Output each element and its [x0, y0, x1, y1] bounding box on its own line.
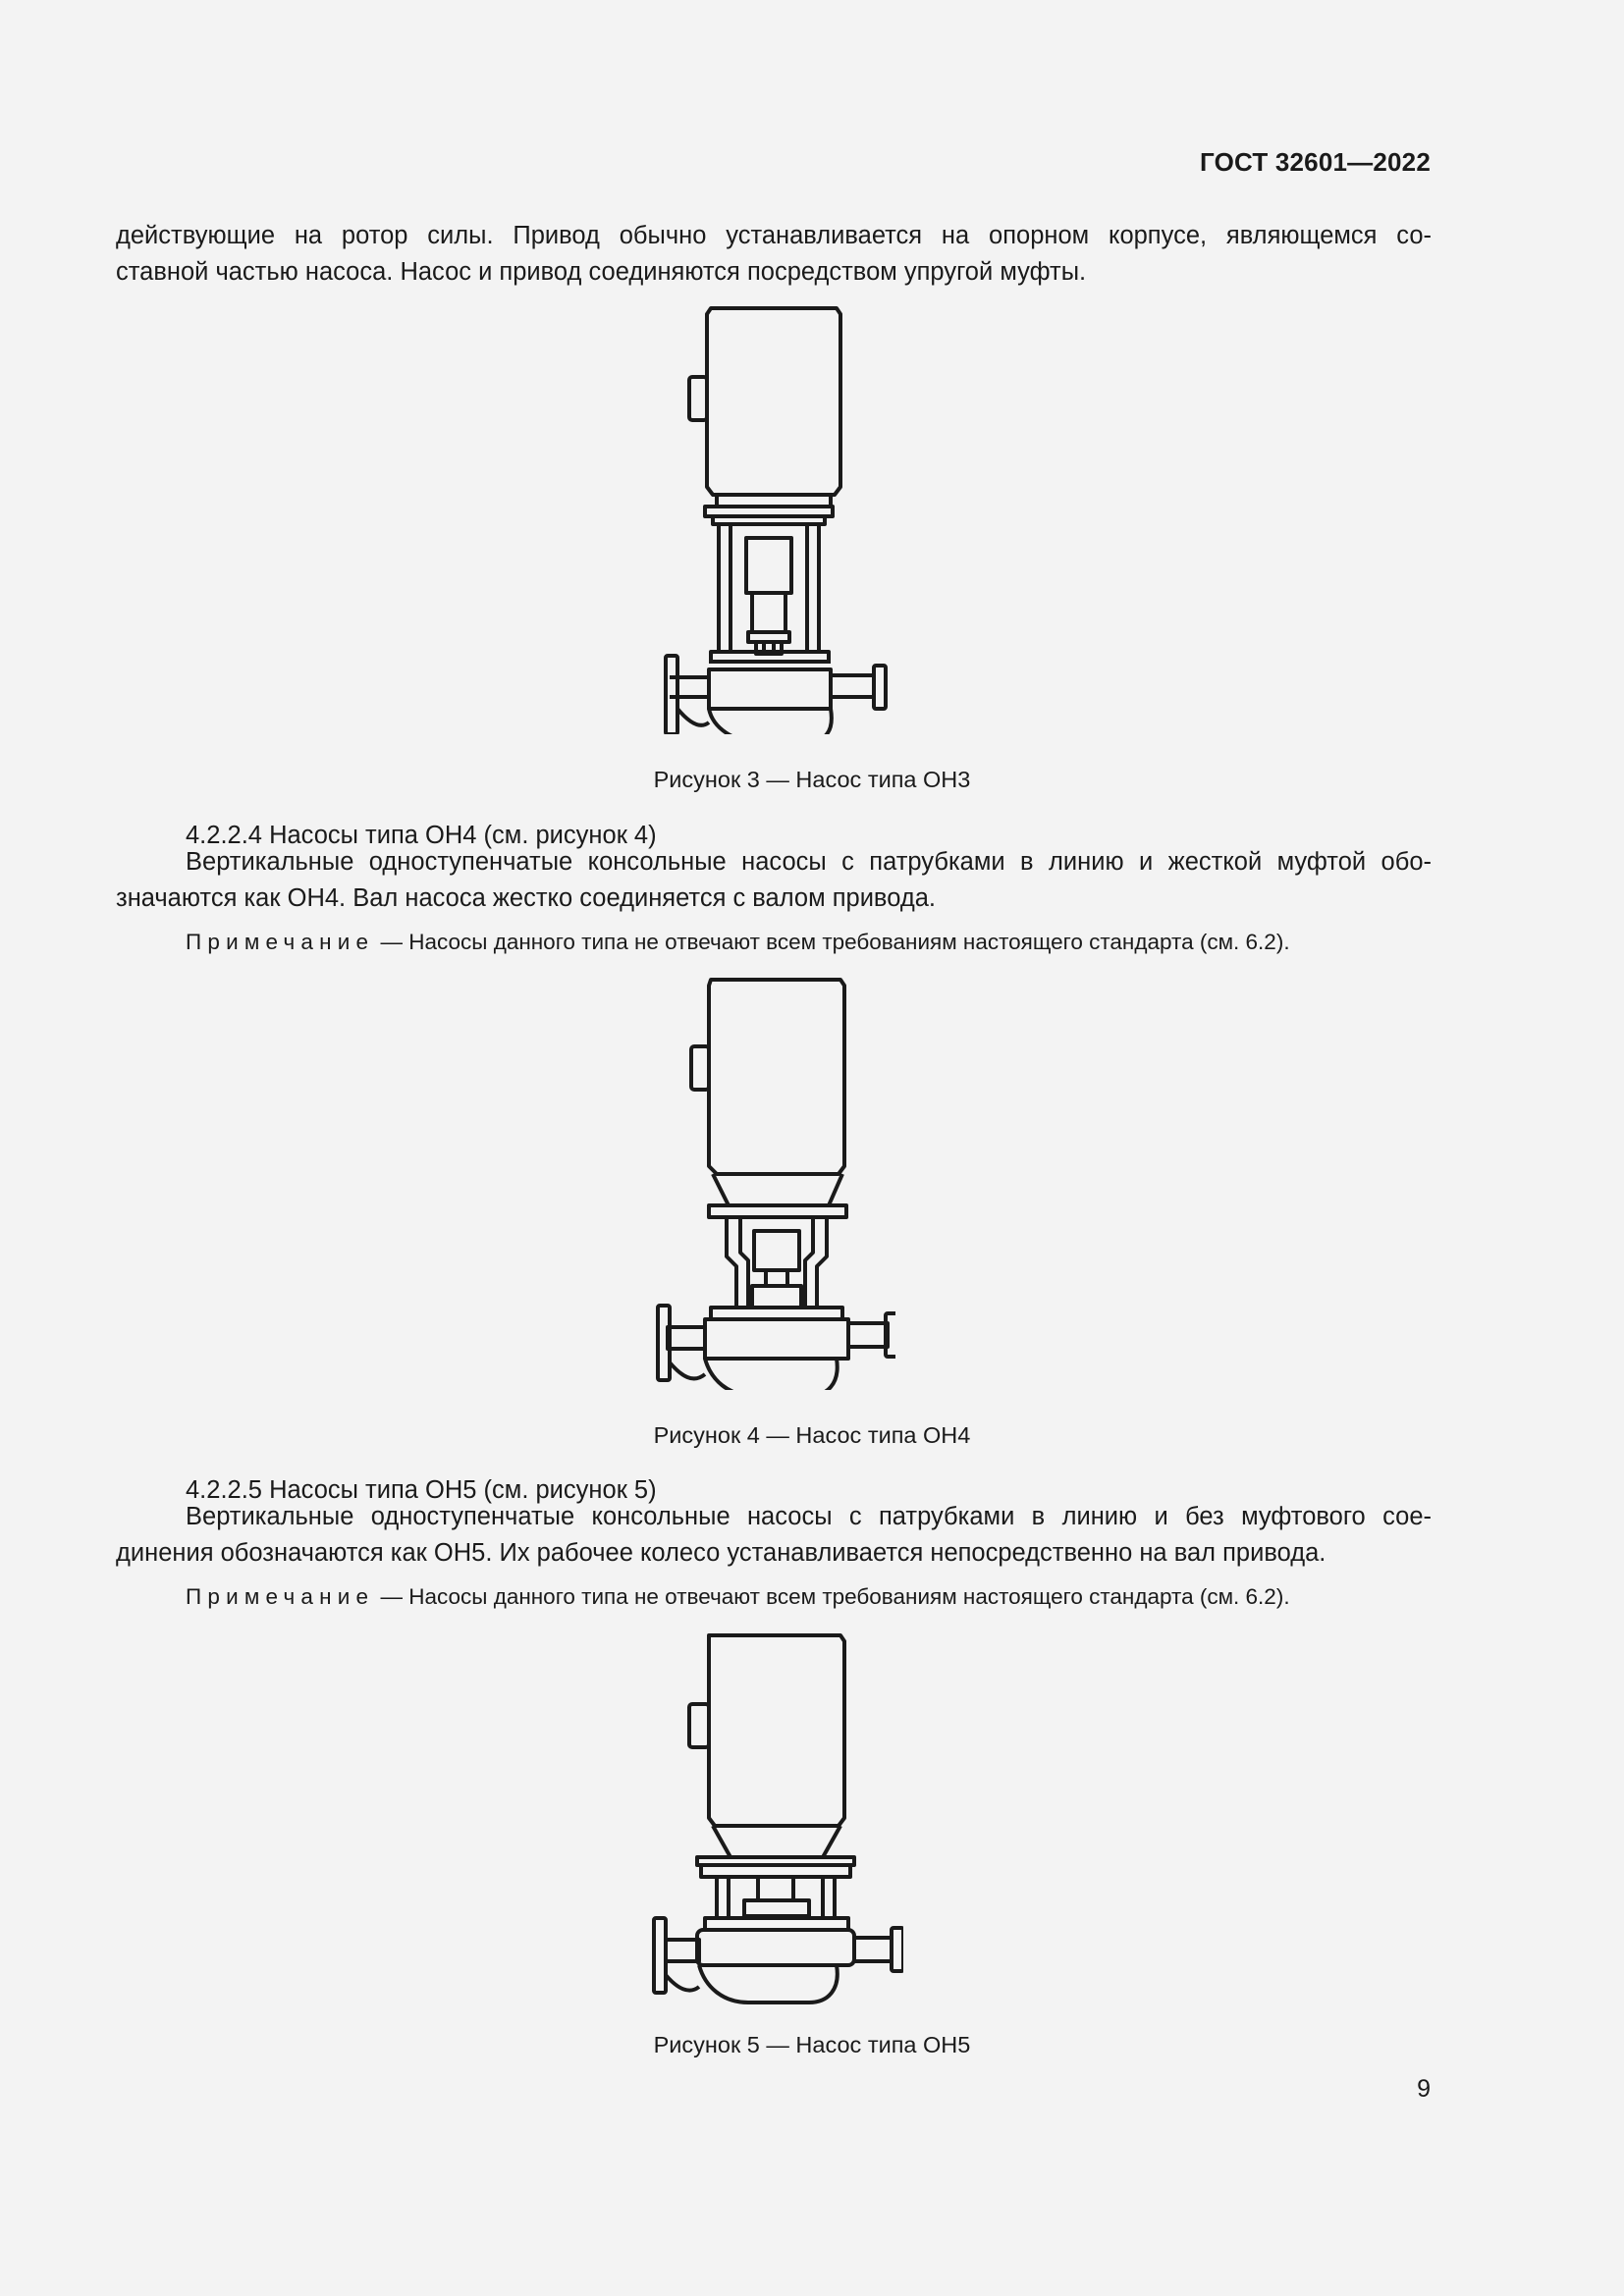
intro-line-1: действующие на ротор силы. Привод обычно устанавливается на опорном корпусе, являющемся со- [116, 222, 1432, 249]
intro-line-2: ставной частью насоса. Насос и привод соединяются посредством упругой муфты. [116, 258, 1087, 286]
intro-paragraph [116, 218, 1432, 291]
page-number: 9 [1417, 2075, 1431, 2103]
pump-oh3-drawing [648, 306, 893, 734]
figure-oh4 [644, 978, 895, 1390]
note-label: Примечание [186, 1584, 375, 1609]
note-text: — Насосы данного типа не отвечают всем требованиям настоящего стандарта (см. 6.2). [374, 1584, 1290, 1609]
section-oh5-line-1: Вертикальные одноступенчатые консольные насосы с патрубками в линию и без муфтового сое- [186, 1503, 1432, 1530]
pump-oh5-drawing [642, 1633, 903, 2016]
section-oh5-heading: 4.2.2.5 Насосы типа ОН5 (см. рисунок 5) [186, 1476, 657, 1504]
section-oh4-note [186, 928, 1290, 957]
section-oh4-line-1: Вертикальные одноступенчатые консольные насосы с патрубками в линию и жесткой муфтой обо- [186, 848, 1432, 876]
section-oh5-line-2: динения обозначаются как ОН5. Их рабочее колесо устанавливается непосредственно на вал привода. [116, 1539, 1326, 1567]
section-oh4-paragraph [116, 844, 1432, 917]
figure-3-caption: Рисунок 3 — Насос типа ОН3 [653, 767, 971, 792]
section-oh5-note [186, 1582, 1290, 1612]
figure-oh5 [642, 1633, 903, 2016]
section-oh4-heading: 4.2.2.4 Насосы типа ОН4 (см. рисунок 4) [186, 822, 657, 849]
figure-oh3 [648, 306, 893, 734]
figure-5-caption: Рисунок 5 — Насос типа ОН5 [653, 2032, 971, 2057]
pump-oh4-drawing [644, 978, 895, 1390]
document-header: ГОСТ 32601—2022 [1200, 147, 1431, 177]
section-oh5-paragraph [116, 1499, 1432, 1572]
note-label: Примечание [186, 930, 375, 954]
figure-4-caption: Рисунок 4 — Насос типа ОН4 [653, 1422, 971, 1448]
section-oh4-line-2: значаются как ОН4. Вал насоса жестко соединяется с валом привода. [116, 884, 936, 912]
note-text: — Насосы данного типа не отвечают всем требованиям настоящего стандарта (см. 6.2). [374, 930, 1290, 954]
